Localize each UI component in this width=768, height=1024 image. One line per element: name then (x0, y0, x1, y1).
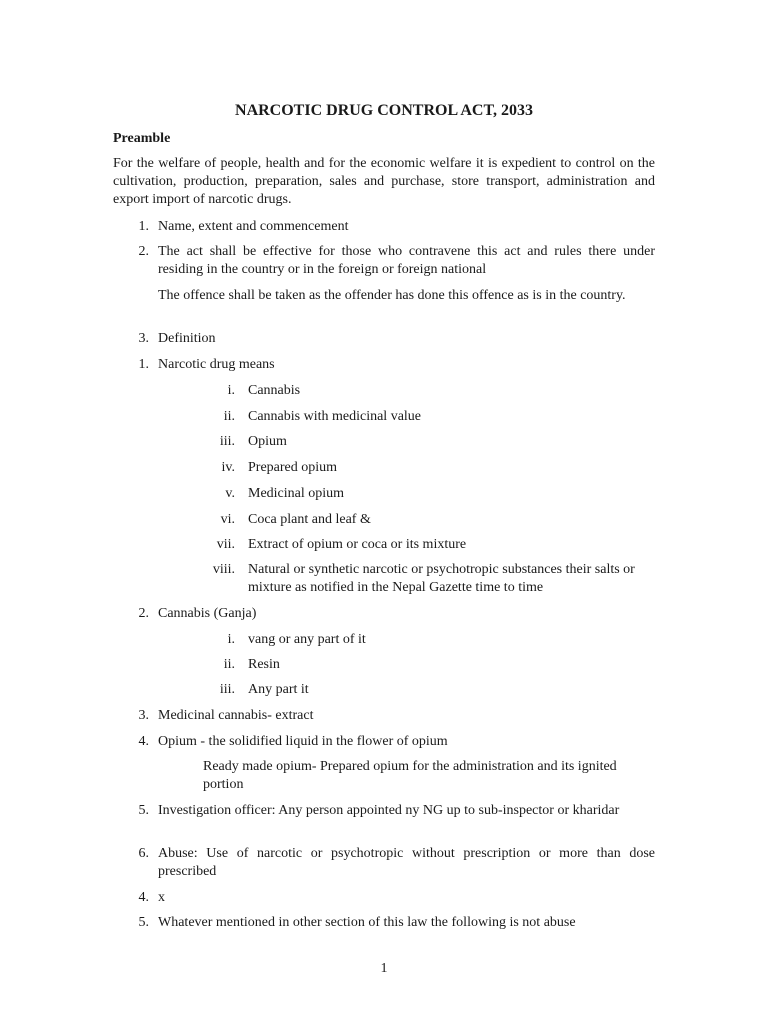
list-item-text: Medicinal cannabis- extract (158, 708, 314, 723)
list-item-text: Cannabis (Ganja) (158, 606, 257, 621)
list-item-number: 2. (138, 244, 149, 259)
list-item-number: 3. (138, 708, 149, 723)
list-item-number: 6. (138, 846, 149, 861)
sub-list-number: viii. (212, 562, 235, 577)
sub-list-text: Cannabis (248, 383, 301, 398)
sub-list-number: ii. (223, 409, 235, 424)
list-item-text: The act shall be effective for those who contravene this act and rules there under residing in the country or in the foreign or foreign national (158, 244, 655, 277)
sub-list-text: Extract of opium or coca or its mixture (248, 537, 467, 552)
document-title: NARCOTIC DRUG CONTROL ACT, 2033 (235, 102, 533, 119)
list-item-number: 3. (138, 331, 149, 346)
sub-list-number: v. (225, 486, 235, 501)
sub-list-text: Medicinal opium (248, 486, 345, 501)
sub-list-text: Cannabis with medicinal value (248, 409, 422, 424)
list-item-number: 4. (138, 890, 149, 905)
preamble-heading: Preamble (113, 131, 171, 146)
preamble-text: For the welfare of people, health and for the economic welfare it is expedient to control on the cultivation, production, preparation, sales and purchase, store transport, administration and export import of narcotic drugs. (113, 156, 655, 207)
list-item-number: 5. (138, 915, 149, 930)
list-item-text: Ready made opium- Prepared opium for the administration and its ignited portion (203, 759, 617, 792)
sub-list-number: iii. (219, 682, 235, 697)
page-number: 1 (380, 961, 388, 976)
sub-list-text: Coca plant and leaf & (248, 512, 371, 527)
list-item-text: Whatever mentioned in other section of this law the following is not abuse (158, 915, 576, 930)
sub-list-text: vang or any part of it (248, 632, 366, 647)
sub-list-number: vi. (220, 512, 235, 527)
list-item-text: Opium - the solidified liquid in the flower of opium (158, 734, 448, 749)
sub-list-number: iv. (221, 460, 235, 475)
sub-list-text: Resin (248, 657, 280, 672)
list-item-text: Narcotic drug means (158, 357, 275, 372)
sub-list-text: Natural or synthetic narcotic or psychotropic substances their salts or mixture as notified in the Nepal Gazette time to time (248, 562, 635, 595)
list-item-text: Definition (158, 331, 216, 346)
list-item-number: 4. (138, 734, 149, 749)
sub-list-text: Any part it (248, 682, 309, 697)
sub-list-number: iii. (219, 434, 235, 449)
sub-list-text: Opium (248, 434, 287, 449)
list-item-text: Investigation officer: Any person appointed ny NG up to sub-inspector or kharidar (158, 803, 620, 818)
list-item-text: Abuse: Use of narcotic or psychotropic without prescription or more than dose prescribed (158, 846, 655, 879)
sub-list-number: i. (227, 632, 235, 647)
sub-list-number: ii. (223, 657, 235, 672)
list-item-number: 1. (138, 219, 149, 234)
sub-list-text: Prepared opium (248, 460, 338, 475)
list-item-number: 5. (138, 803, 149, 818)
sub-list-number: vii. (216, 537, 235, 552)
list-item-text: x (158, 890, 165, 905)
list-item-number: 2. (138, 606, 149, 621)
sub-list-number: i. (227, 383, 235, 398)
list-item-text: The offence shall be taken as the offender has done this offence as is in the country. (158, 288, 626, 303)
list-item-text: Name, extent and commencement (158, 219, 349, 234)
list-item-number: 1. (138, 357, 149, 372)
